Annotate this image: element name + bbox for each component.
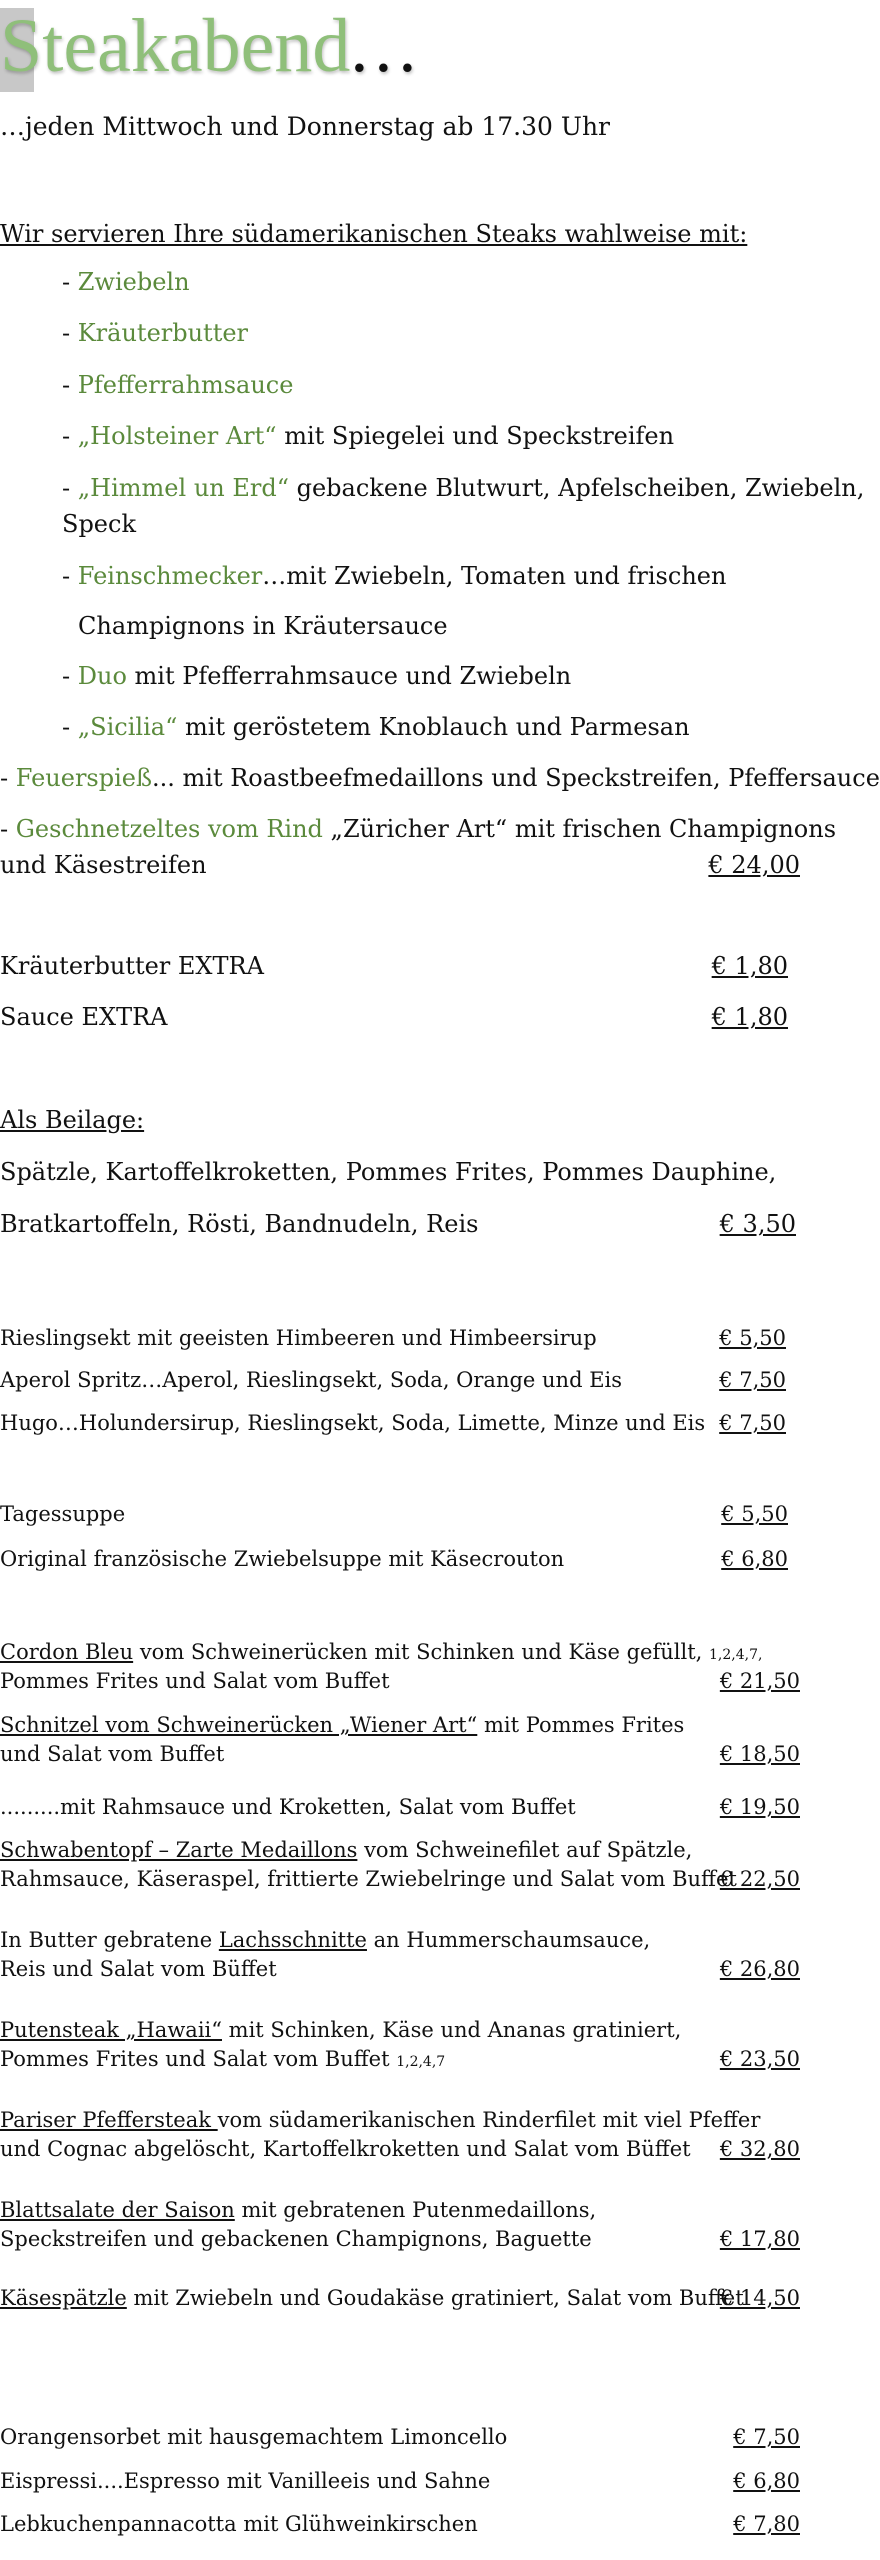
- main-price: € 19,50: [719, 1795, 800, 1819]
- option-feinschmecker: - Feinschmecker…mit Zwiebeln, Tomaten und frischen: [62, 562, 727, 590]
- main-price: € 32,80: [719, 2137, 800, 2161]
- dessert-item: Eispressi....Espresso mit Vanilleeis und Sahne: [0, 2469, 491, 2493]
- option-geschnetzeltes-cont: und Käsestreifen: [0, 851, 207, 879]
- main-price: € 14,50: [719, 2286, 800, 2310]
- drink-item: Hugo…Holundersirup, Rieslingsekt, Soda, Limette, Minze und Eis: [0, 1411, 706, 1435]
- main-item: Käsespätzle mit Zwiebeln und Goudakäse gratiniert, Salat vom Buffet: [0, 2286, 744, 2310]
- main-item: In Butter gebratene Lachsschnitte an Hummerschaumsauce,: [0, 1928, 651, 1952]
- main-item-cont: Pommes Frites und Salat vom Buffet 1,2,4,7: [0, 2047, 446, 2071]
- dessert-price: € 6,80: [733, 2469, 800, 2493]
- main-price: € 22,50: [719, 1867, 800, 1891]
- option-sicilia: - „Sicilia“ mit geröstetem Knoblauch und Parmesan: [62, 713, 690, 741]
- title-text: Steakabend: [0, 4, 351, 88]
- option-pfefferrahmsauce: - Pfefferrahmsauce: [62, 371, 294, 399]
- main-item-cont: und Salat vom Buffet: [0, 1742, 225, 1766]
- main-price: € 21,50: [719, 1669, 800, 1693]
- option-duo: - Duo mit Pfefferrahmsauce und Zwiebeln: [62, 662, 572, 690]
- soup-price: € 5,50: [721, 1502, 788, 1526]
- option-kraeuterbutter: - Kräuterbutter: [62, 319, 249, 347]
- drink-price: € 7,50: [719, 1368, 786, 1392]
- main-item: Pariser Pfeffersteak vom südamerikanischen Rinderfilet mit viel Pfeffer: [0, 2108, 761, 2132]
- sides-line: Spätzle, Kartoffelkroketten, Pommes Frites, Pommes Dauphine,: [0, 1158, 777, 1186]
- menu-title: [0, 0, 422, 92]
- extra-label: Kräuterbutter EXTRA: [0, 952, 264, 980]
- main-price: € 23,50: [719, 2047, 800, 2071]
- drink-item: Aperol Spritz…Aperol, Rieslingsekt, Soda, Orange und Eis: [0, 1368, 623, 1392]
- extra-label: Sauce EXTRA: [0, 1003, 168, 1031]
- steaks-heading: Wir servieren Ihre südamerikanischen Steaks wahlweise mit:: [0, 220, 748, 248]
- sides-line: Bratkartoffeln, Rösti, Bandnudeln, Reis: [0, 1210, 479, 1238]
- option-feinschmecker-cont: Champignons in Kräutersauce: [78, 612, 448, 640]
- sides-heading: Als Beilage:: [0, 1106, 145, 1134]
- dessert-item: Lebkuchenpannacotta mit Glühweinkirschen: [0, 2512, 478, 2536]
- sides-price: € 3,50: [719, 1210, 796, 1238]
- option-holsteiner: - „Holsteiner Art“ mit Spiegelei und Speckstreifen: [62, 422, 675, 450]
- main-item: Cordon Bleu vom Schweinerücken mit Schinken und Käse gefüllt, 1,2,4,7,: [0, 1640, 763, 1664]
- option-geschnetzeltes: - Geschnetzeltes vom Rind „Züricher Art“ mit frischen Champignons: [0, 815, 837, 843]
- soup-item: Tagessuppe: [0, 1502, 126, 1526]
- extra-price: € 1,80: [711, 952, 788, 980]
- soup-item: Original französische Zwiebelsuppe mit Käsecrouton: [0, 1547, 565, 1571]
- main-item: Schwabentopf – Zarte Medaillons vom Schweinefilet auf Spätzle,: [0, 1838, 693, 1862]
- main-item-cont: Speckstreifen und gebackenen Champignons, Baguette: [0, 2227, 592, 2251]
- main-item: Schnitzel vom Schweinerücken „Wiener Art“ mit Pommes Frites: [0, 1713, 685, 1737]
- drink-item: Rieslingsekt mit geeisten Himbeeren und Himbeersirup: [0, 1326, 597, 1350]
- dessert-item: Orangensorbet mit hausgemachtem Limoncello: [0, 2425, 508, 2449]
- main-item-cont: Pommes Frites und Salat vom Buffet: [0, 1669, 390, 1693]
- intro-text: …jeden Mittwoch und Donnerstag ab 17.30 Uhr: [0, 112, 610, 141]
- dessert-price: € 7,80: [733, 2512, 800, 2536]
- main-item: Blattsalate der Saison mit gebratenen Putenmedaillons,: [0, 2198, 597, 2222]
- main-item-cont: Reis und Salat vom Büffet: [0, 1957, 277, 1981]
- drink-price: € 5,50: [719, 1326, 786, 1350]
- option-feuerspiess: - Feuerspieß... mit Roastbeefmedaillons und Speckstreifen, Pfeffersauce: [0, 764, 880, 792]
- soup-price: € 6,80: [721, 1547, 788, 1571]
- main-price: € 17,80: [719, 2227, 800, 2251]
- dessert-price: € 7,50: [733, 2425, 800, 2449]
- main-price: € 18,50: [719, 1742, 800, 1766]
- main-item-cont: Rahmsauce, Käseraspel, frittierte Zwiebelringe und Salat vom Buffet: [0, 1867, 737, 1891]
- main-item: .........mit Rahmsauce und Kroketten, Salat vom Buffet: [0, 1795, 576, 1819]
- option-himmel-cont: Speck: [62, 510, 136, 538]
- main-item-cont: und Cognac abgelöscht, Kartoffelkroketten und Salat vom Büffet: [0, 2137, 691, 2161]
- main-item: Putensteak „Hawaii“ mit Schinken, Käse und Ananas gratiniert,: [0, 2018, 682, 2042]
- drink-price: € 7,50: [719, 1411, 786, 1435]
- extra-price: € 1,80: [711, 1003, 788, 1031]
- main-price: € 26,80: [719, 1957, 800, 1981]
- title-dots: ...: [350, 7, 423, 87]
- option-himmel-un-erd: - „Himmel un Erd“ gebackene Blutwurt, Apfelscheiben, Zwiebeln,: [62, 474, 865, 502]
- steak-price: € 24,00: [708, 851, 800, 879]
- option-zwiebeln: - Zwiebeln: [62, 268, 190, 296]
